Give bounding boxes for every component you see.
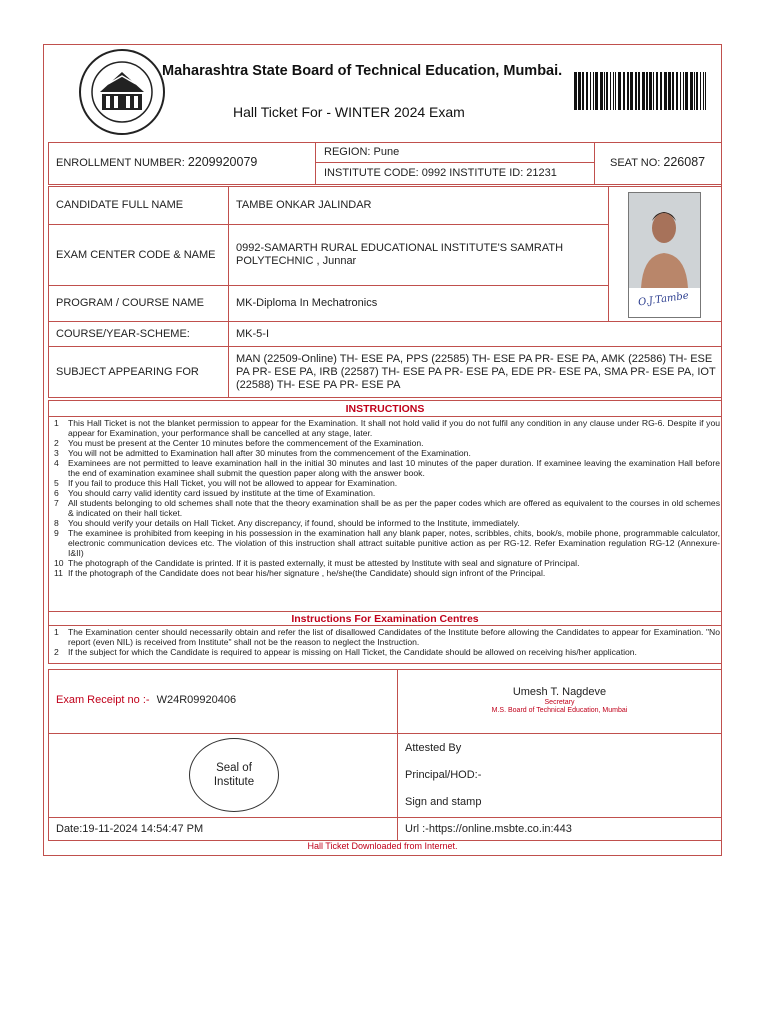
barcode-bar bbox=[660, 72, 662, 110]
instruction-item bbox=[54, 627, 720, 647]
instructions-list bbox=[54, 418, 720, 578]
instruction-text: If the photograph of the Candidate does not bear his/her signature , he/she(the Candidate) should sign infront of the Principal. bbox=[68, 568, 546, 578]
instruction-text: You should verify your details on Hall Ticket. Any discrepancy, if found, should be informed to the Institute, immediately. bbox=[68, 518, 520, 528]
barcode-bar bbox=[604, 72, 605, 110]
instruction-item bbox=[54, 528, 720, 558]
candidate-name-label: CANDIDATE FULL NAME bbox=[56, 199, 184, 211]
program-label: PROGRAM / COURSE NAME bbox=[56, 297, 204, 309]
barcode-bar bbox=[600, 72, 603, 110]
instruction-number: 6 bbox=[54, 488, 59, 498]
region: REGION: Pune bbox=[324, 146, 400, 158]
barcode bbox=[572, 72, 710, 110]
barcode-bar bbox=[642, 72, 645, 110]
barcode-bar bbox=[672, 72, 674, 110]
attested-by: Attested By bbox=[405, 742, 462, 754]
barcode-bar bbox=[615, 72, 616, 110]
seat-number: SEAT NO: 226087 bbox=[610, 155, 706, 169]
instruction-number: 8 bbox=[54, 518, 59, 528]
barcode-bar bbox=[668, 72, 671, 110]
instruction-text: The examinee is prohibited from keeping in his possession in the examination hall any blank paper, notes, scribbles, chits, book/s, mobile phone, programmable calculator, electronic communication devices etc. The violation of this instruction shall attract suitable punitive action as per RG-12. Refer Examination regulation RG-12 (Annexure-I&II) bbox=[68, 528, 720, 558]
instruction-text: The photograph of the Candidate is printed. If it is pasted externally, it must be attested by Institute with seal and signature of Principal. bbox=[68, 558, 580, 568]
barcode-bar bbox=[574, 72, 577, 110]
secretary-title: Secretary bbox=[544, 699, 575, 706]
barcode-bar bbox=[590, 72, 591, 110]
barcode-bar bbox=[638, 72, 640, 110]
instruction-number: 7 bbox=[54, 498, 59, 508]
program-value: MK-Diploma In Mechatronics bbox=[236, 297, 378, 309]
barcode-bar bbox=[685, 72, 688, 110]
barcode-bar bbox=[696, 72, 698, 110]
instruction-item bbox=[54, 458, 720, 478]
course-scheme-value: MK-5-I bbox=[236, 327, 269, 340]
candidate-name-value: TAMBE ONKAR JALINDAR bbox=[236, 199, 372, 211]
instruction-item bbox=[54, 568, 720, 578]
subjects-label: SUBJECT APPEARING FOR bbox=[56, 366, 199, 378]
instruction-item bbox=[54, 488, 720, 498]
instruction-number: 2 bbox=[54, 647, 59, 657]
instruction-item bbox=[54, 438, 720, 448]
instruction-number: 11 bbox=[54, 568, 63, 578]
instruction-text: If the subject for which the Candidate is required to appear is missing on Hall Ticket, the Candidate should be allowed on receiving his/her application. bbox=[68, 647, 637, 657]
instruction-item bbox=[54, 478, 720, 488]
subjects-value: MAN (22509-Online) TH- ESE PA, PPS (22585) TH- ESE PA PR- ESE PA, AMK (22586) TH- ESE PA PR- ESE PA, IRB (22587) TH- ESE PA PR- ESE PA, EDE PR- ESE PA, SMA PR- ESE PA, IOT (22588) TH- ESE PA PR- ESE PA bbox=[236, 352, 716, 391]
instruction-text: Examinees are not permitted to leave examination hall in the initial 30 minutes and last 10 minutes of the paper duration. If examinee leaving the examination Hall before the end of examination examinee shall submit the question paper along with the answer book. bbox=[68, 458, 720, 478]
download-note: Hall Ticket Downloaded from Internet. bbox=[307, 841, 458, 851]
barcode-bar bbox=[694, 72, 695, 110]
institute-seal: Seal of Institute bbox=[189, 738, 279, 812]
instruction-text: You must be present at the Center 10 minutes before the commencement of the Examination. bbox=[68, 438, 424, 448]
barcode-bar bbox=[635, 72, 637, 110]
instruction-text: The Examination center should necessarily obtain and refer the list of disallowed Candidates of the Institute before allowing the Candidates to appear for Examination. "No report (even NIL) is received from Institute" shall not be the reason to neglect the Instruction. bbox=[68, 627, 720, 647]
centre-instructions-title: Instructions For Examination Centres bbox=[291, 613, 479, 625]
hall-ticket-title: Hall Ticket For - WINTER 2024 Exam bbox=[233, 104, 465, 120]
barcode-bar bbox=[700, 72, 701, 110]
instruction-number: 3 bbox=[54, 448, 59, 458]
instruction-text: You should carry valid identity card issued by institute at the time of Examination. bbox=[68, 488, 376, 498]
instruction-item bbox=[54, 647, 720, 657]
board-logo bbox=[78, 48, 166, 136]
barcode-bar bbox=[646, 72, 648, 110]
instruction-item bbox=[54, 418, 720, 438]
barcode-bar bbox=[653, 72, 654, 110]
course-scheme-label: COURSE/YEAR-SCHEME: bbox=[56, 327, 190, 340]
instruction-number: 9 bbox=[54, 528, 59, 538]
instruction-text: This Hall Ticket is not the blanket permission to appear for the Examination. It shall not hold valid if you do not fulfil any condition in any clause under RG-6. Despite if you appear for Examination, your performance shall be cancelled at any stage, later. bbox=[68, 418, 720, 438]
sign-and-stamp: Sign and stamp bbox=[405, 796, 482, 808]
barcode-bar bbox=[656, 72, 658, 110]
exam-center-label: EXAM CENTER CODE & NAME bbox=[56, 248, 216, 261]
barcode-bar bbox=[705, 72, 706, 110]
barcode-bar bbox=[582, 72, 584, 110]
barcode-bar bbox=[623, 72, 625, 110]
instruction-item bbox=[54, 498, 720, 518]
barcode-bar bbox=[683, 72, 684, 110]
exam-receipt: Exam Receipt no :- W24R09920406 bbox=[56, 694, 237, 706]
barcode-bar bbox=[613, 72, 614, 110]
instruction-text: You will not be admitted to Examination hall after 30 minutes from the commencement of the Examination. bbox=[68, 448, 471, 458]
barcode-bar bbox=[618, 72, 621, 110]
barcode-bar bbox=[606, 72, 608, 110]
barcode-bar bbox=[630, 72, 633, 110]
barcode-bar bbox=[586, 72, 588, 110]
enrollment-number: ENROLLMENT NUMBER: 2209920079 bbox=[56, 155, 258, 169]
secretary-name: Umesh T. Nagdeve bbox=[512, 686, 607, 698]
portal-url: Url :-https://online.msbte.co.in:443 bbox=[405, 823, 572, 835]
instruction-item bbox=[54, 518, 720, 528]
instruction-number: 1 bbox=[54, 418, 59, 428]
instruction-number: 10 bbox=[54, 558, 64, 568]
barcode-bar bbox=[578, 72, 581, 110]
barcode-bar bbox=[595, 72, 598, 110]
instruction-number: 2 bbox=[54, 438, 59, 448]
instruction-item bbox=[54, 558, 720, 568]
barcode-bar bbox=[649, 72, 652, 110]
centre-instructions-list bbox=[54, 627, 720, 657]
instruction-number: 5 bbox=[54, 478, 59, 488]
instruction-text: All students belonging to old schemes shall note that the theory examination shall be as per the paper codes which are offered as equivalent to the courses in old schemes & indicated on their hall ticket. bbox=[68, 498, 720, 518]
instructions-title: INSTRUCTIONS bbox=[345, 403, 425, 415]
institute-code: INSTITUTE CODE: 0992 INSTITUTE ID: 21231 bbox=[324, 167, 557, 179]
download-date: Date:19-11-2024 14:54:47 PM bbox=[56, 823, 204, 835]
exam-center-value: 0992-SAMARTH RURAL EDUCATIONAL INSTITUTE'S SAMRATH POLYTECHNIC , Junnar bbox=[236, 241, 564, 267]
barcode-bar bbox=[610, 72, 611, 110]
barcode-bar bbox=[703, 72, 704, 110]
instruction-text: If you fail to produce this Hall Ticket, you will not be allowed to appear for Examination. bbox=[68, 478, 398, 488]
photo-signature: O.J.Tambe bbox=[637, 290, 690, 309]
principal-hod: Principal/HOD:- bbox=[405, 769, 482, 781]
barcode-bar bbox=[690, 72, 693, 110]
instruction-number: 4 bbox=[54, 458, 59, 468]
instruction-number: 1 bbox=[54, 627, 59, 637]
barcode-bar bbox=[593, 72, 594, 110]
barcode-bar bbox=[676, 72, 678, 110]
barcode-bar bbox=[627, 72, 629, 110]
instruction-item bbox=[54, 448, 720, 458]
secretary-org: M.S. Board of Technical Education, Mumbai bbox=[491, 707, 628, 714]
board-name: Maharashtra State Board of Technical Education, Mumbai. bbox=[162, 63, 563, 79]
barcode-bar bbox=[680, 72, 681, 110]
barcode-bar bbox=[664, 72, 667, 110]
